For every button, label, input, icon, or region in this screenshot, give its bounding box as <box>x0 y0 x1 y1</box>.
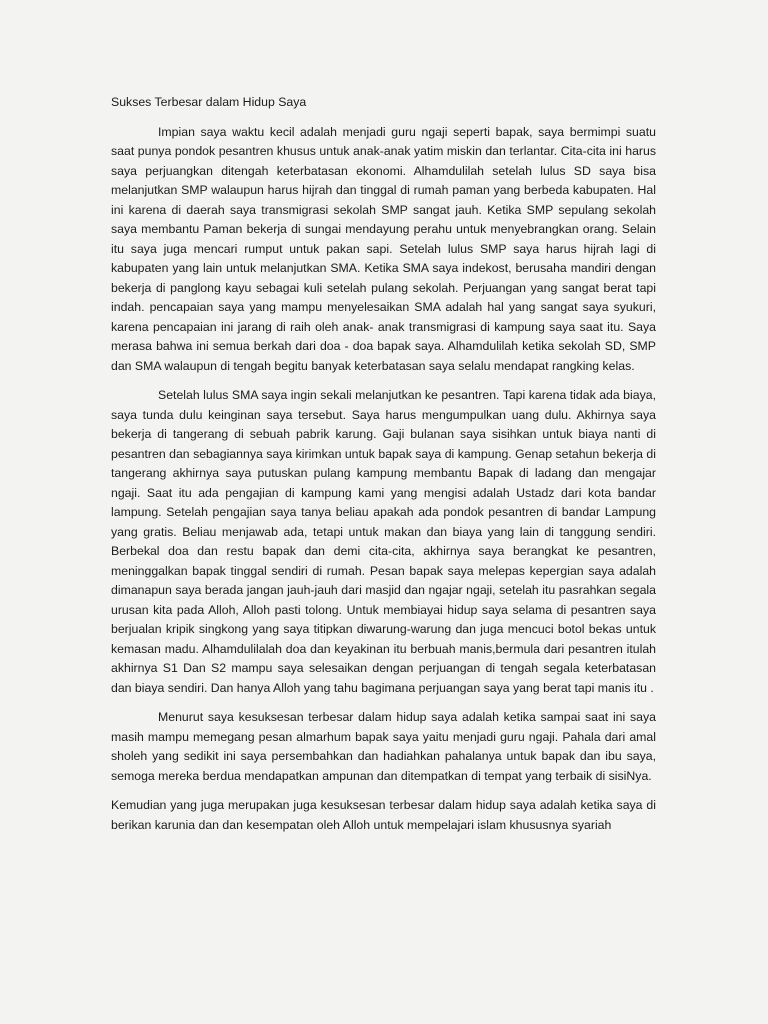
paragraph-3: Menurut saya kesuksesan terbesar dalam hidup saya adalah ketika sampai saat ini saya masih mampu memegang pesan almarhum bapak saya yaitu menjadi guru ngaji. Pahala dari amal sholeh yang sedikit ini saya persembahkan dan hadiahkan pahalanya untuk bapak dan ibu saya, semoga mereka berdua mendapatkan ampunan dan ditempatkan di tempat yang terbaik di sisiNya. <box>111 710 656 783</box>
document-body <box>111 93 656 845</box>
paragraph-4: Kemudian yang juga merupakan juga kesuksesan terbesar dalam hidup saya adalah ketika saya di berikan karunia dan dan kesempatan oleh Alloh untuk mempelajari islam khususnya syariah <box>111 798 656 832</box>
document-title: Sukses Terbesar dalam Hidup Saya <box>111 95 307 109</box>
paragraph-1: Impian saya waktu kecil adalah menjadi guru ngaji seperti bapak, saya bermimpi suatu saat punya pondok pesantren khusus untuk anak-anak yatim miskin dan terlantar. Cita-cita ini harus saya perjuangkan ditengah keterbatasan ekonomi. Alhamdulilah setelah lulus SD saya bisa melanjutkan SMP walaupun harus hijrah dan tinggal di rumah paman yang berbeda kabupaten. Hal ini karena di daerah saya transmigrasi sekolah SMP sangat jauh. Ketika SMP sepulang sekolah saya membantu Paman bekerja di sungai mendayung perahu untuk menyebrangkan orang. Selain itu saya juga mencari rumput untuk pakan sapi. Setelah lulus SMP saya harus hijrah lagi di kabupaten yang lain untuk melanjutkan SMA. Ketika SMA saya indekost, berusaha mandiri dengan bekerja di panglong kayu sebagai kuli setelah pulang sekolah. Perjuangan yang sangat berat tapi indah. pencapaian saya yang mampu menyelesaikan SMA adalah hal yang sangat saya syukuri, karena pencapaian ini jarang di raih oleh anak- anak transmigrasi di kampung saya saat itu. Saya merasa bahwa ini semua berkah dari doa - doa bapak saya. Alhamdulilah ketika sekolah SD, SMP dan SMA walaupun di tengah begitu banyak keterbatasan saya selalu mendapat rangking kelas. <box>111 124 656 373</box>
paragraph-2: Setelah lulus SMA saya ingin sekali melanjutkan ke pesantren. Tapi karena tidak ada biaya, saya tunda dulu keinginan saya tersebut. Saya harus mengumpulkan uang dulu. Akhirnya saya bekerja di tangerang di sebuah pabrik karung. Gaji bulanan saya sisihkan untuk biaya nanti di pesantren dan sebagiannya saya kirimkan untuk bapak saya di kampung. Genap setahun bekerja di tangerang akhirnya saya putuskan pulang kampung membantu Bapak di ladang dan mengajar ngaji. Saat itu ada pengajian di kampung kami yang mengisi adalah Ustadz dari kota bandar lampung. Setelah pengajian saya tanya beliau apakah ada pondok pesantren di bandar Lampung yang gratis. Beliau menjawab ada, tetapi untuk makan dan biaya yang lain di tanggung sendiri. Berbekal doa dan restu bapak dan demi cita-cita, akhirnya saya berangkat ke pesantren, meninggalkan bapak tinggal sendiri di rumah. Pesan bapak saya melepas kepergian saya adalah dimanapun saya berada jangan jauh-jauh dari masjid dan ngajar ngaji, setelah itu pasrahkan segala urusan kita pada Alloh, Alloh pasti tolong. Untuk membiayai hidup saya selama di pesantren saya berjualan kripik singkong yang saya titipkan diwarung-warung dan juga mencuci botol bekas untuk kemasan madu. Alhamdulilalah doa dan keyakinan itu berbuah manis,bermula dari pesantren itulah akhirnya S1 Dan S2 mampu saya selesaikan dengan perjuangan di tengah segala keterbatasan dan biaya sendiri. Dan hanya Alloh yang tahu bagimana perjuangan saya yang berat tapi manis itu . <box>111 388 656 695</box>
